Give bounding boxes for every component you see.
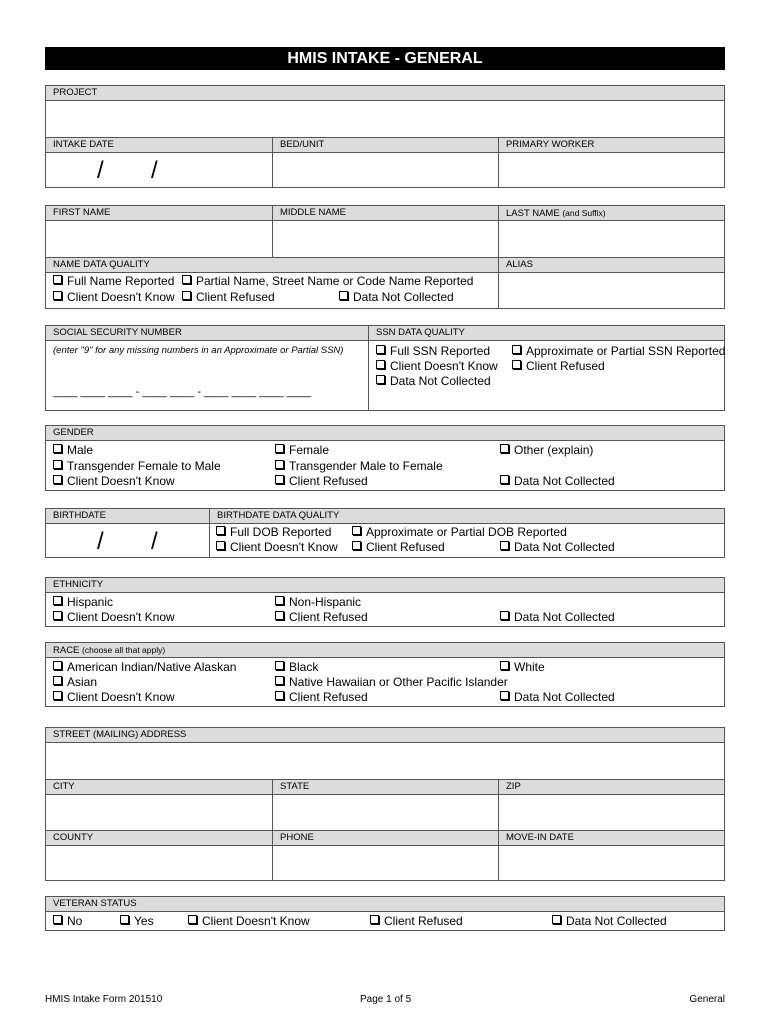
last-name-field[interactable] <box>499 221 724 257</box>
veteran-status-label: VETERAN STATUS <box>46 897 724 912</box>
ethnicity-client-refused[interactable] <box>275 610 368 625</box>
gender-section <box>45 425 725 491</box>
checkbox-icon <box>512 360 521 369</box>
veteran-yes[interactable] <box>120 914 154 929</box>
gender-data-not-collected[interactable] <box>500 474 615 489</box>
gender-female[interactable] <box>275 443 329 458</box>
option-label: Female <box>289 443 330 457</box>
intake-date-field[interactable] <box>46 153 272 188</box>
gender-other[interactable] <box>500 443 593 458</box>
name-dq-partial-name[interactable] <box>182 274 473 289</box>
checkbox-icon <box>188 915 197 924</box>
street-address-label: STREET (MAILING) ADDRESS <box>46 728 724 743</box>
county-field[interactable] <box>46 846 272 880</box>
birthdate-field[interactable] <box>46 524 209 557</box>
checkbox-icon <box>275 676 284 685</box>
option-label: Client Refused <box>196 290 275 304</box>
ethnicity-non-hispanic[interactable] <box>275 595 361 610</box>
ssn-field[interactable]: ____ ____ ____ - ____ ____ - ____ ____ ____ ____ <box>53 386 312 398</box>
option-label: Hispanic <box>67 595 114 609</box>
option-label: Other (explain) <box>514 443 594 457</box>
option-label: Full DOB Reported <box>230 525 332 539</box>
checkbox-icon <box>500 444 509 453</box>
race-client-doesnt-know[interactable] <box>53 690 175 705</box>
birthdate-label: BIRTHDATE <box>46 509 724 524</box>
checkbox-icon <box>53 611 62 620</box>
ssn-note: (enter "9" for any missing numbers in an Approximate or Partial SSN) <box>53 345 344 356</box>
veteran-no[interactable] <box>53 914 82 929</box>
checkbox-icon <box>500 691 509 700</box>
checkbox-icon <box>182 275 191 284</box>
name-dq-client-refused[interactable] <box>182 290 275 305</box>
veteran-client-doesnt-know[interactable] <box>188 914 310 929</box>
race-asian[interactable] <box>53 675 97 690</box>
checkbox-icon <box>53 596 62 605</box>
street-address-field[interactable] <box>46 743 724 779</box>
option-label: Data Not Collected <box>514 610 615 624</box>
phone-field[interactable] <box>273 846 498 880</box>
dob-dq-client-refused[interactable] <box>352 540 445 555</box>
veteran-data-not-collected[interactable] <box>552 914 667 929</box>
option-label: Approximate or Partial DOB Reported <box>366 525 567 539</box>
birthdate-section <box>45 508 725 558</box>
ssn-dq-full-ssn[interactable] <box>376 344 490 359</box>
checkbox-icon <box>500 611 509 620</box>
dob-dq-client-doesnt-know[interactable] <box>216 540 338 555</box>
option-label: Client Doesn't Know <box>67 290 175 304</box>
checkbox-icon <box>275 691 284 700</box>
checkbox-icon <box>275 611 284 620</box>
checkbox-icon <box>339 291 348 300</box>
checkbox-icon <box>53 676 62 685</box>
date-separator: / <box>151 528 158 555</box>
option-label: Client Doesn't Know <box>67 610 175 624</box>
option-label: Client Doesn't Know <box>202 914 310 928</box>
zip-label: ZIP <box>498 780 724 795</box>
name-dq-data-not-collected[interactable] <box>339 290 454 305</box>
checkbox-icon <box>53 691 62 700</box>
checkbox-icon <box>53 291 62 300</box>
ssn-dq-data-not-collected[interactable] <box>376 374 491 389</box>
checkbox-icon <box>53 444 62 453</box>
ssn-label: SOCIAL SECURITY NUMBER <box>46 326 724 341</box>
race-american-indian[interactable] <box>53 660 236 675</box>
checkbox-icon <box>275 460 284 469</box>
option-label: Data Not Collected <box>514 474 615 488</box>
move-in-date-label: MOVE-IN DATE <box>498 831 724 846</box>
option-label: Client Refused <box>289 690 368 704</box>
option-label: Yes <box>134 914 154 928</box>
option-label: Male <box>67 443 94 457</box>
date-separator: / <box>97 528 104 555</box>
option-label: Native Hawaiian or Other Pacific Islander <box>289 675 508 689</box>
checkbox-icon <box>275 596 284 605</box>
race-client-refused[interactable] <box>275 690 368 705</box>
checkbox-icon <box>275 475 284 484</box>
alias-field[interactable] <box>499 273 724 308</box>
first-name-field[interactable] <box>46 221 272 257</box>
option-label: Client Doesn't Know <box>67 474 175 488</box>
option-label: No <box>67 914 83 928</box>
option-label: Approximate or Partial SSN Reported <box>526 344 726 358</box>
checkbox-icon <box>53 661 62 670</box>
checkbox-icon <box>352 541 361 550</box>
checkbox-icon <box>120 915 129 924</box>
date-separator: / <box>151 157 158 184</box>
checkbox-icon <box>53 915 62 924</box>
middle-name-field[interactable] <box>273 221 498 257</box>
ethnicity-hispanic[interactable] <box>53 595 113 610</box>
checkbox-icon <box>370 915 379 924</box>
primary-worker-label: PRIMARY WORKER <box>498 138 724 153</box>
race-section <box>45 642 725 707</box>
checkbox-icon <box>376 375 385 384</box>
ssn-dq-client-doesnt-know[interactable] <box>376 359 498 374</box>
option-label: Transgender Male to Female <box>289 459 443 473</box>
gender-client-doesnt-know[interactable] <box>53 474 175 489</box>
race-data-not-collected[interactable] <box>500 690 615 705</box>
project-field[interactable] <box>46 101 724 138</box>
first-name-label: FIRST NAME <box>46 206 724 221</box>
checkbox-icon <box>53 460 62 469</box>
footer-form-id: HMIS Intake Form 201510 <box>45 994 163 1005</box>
gender-trans-f-to-m[interactable] <box>53 459 221 474</box>
county-label: COUNTY <box>46 831 724 846</box>
race-label <box>46 643 724 658</box>
checkbox-icon <box>500 475 509 484</box>
option-label: Client Refused <box>289 610 368 624</box>
ethnicity-label: ETHNICITY <box>46 578 724 593</box>
option-label: Client Refused <box>289 474 368 488</box>
option-label: Transgender Female to Male <box>67 459 221 473</box>
ssn-dq-approximate[interactable] <box>512 344 725 359</box>
birthdate-data-quality-label: BIRTHDATE DATA QUALITY <box>209 509 724 524</box>
ssn-section <box>45 325 725 411</box>
checkbox-icon <box>216 526 225 535</box>
page-title: HMIS INTAKE - GENERAL <box>45 47 725 70</box>
ethnicity-client-doesnt-know[interactable] <box>53 610 175 625</box>
city-field[interactable] <box>46 795 272 830</box>
option-label: Data Not Collected <box>514 540 615 554</box>
option-label: Full Name Reported <box>67 274 175 288</box>
checkbox-icon <box>53 475 62 484</box>
gender-client-refused[interactable] <box>275 474 368 489</box>
race-label-text: RACE <box>53 645 80 656</box>
option-label: Client Refused <box>366 540 445 554</box>
state-field[interactable] <box>273 795 498 830</box>
checkbox-icon <box>275 661 284 670</box>
dob-dq-data-not-collected[interactable] <box>500 540 615 555</box>
option-label: Data Not Collected <box>514 690 615 704</box>
veteran-client-refused[interactable] <box>370 914 463 929</box>
divider <box>209 509 210 557</box>
name-section <box>45 205 725 309</box>
dob-dq-full[interactable] <box>216 525 331 540</box>
option-label: Client Refused <box>384 914 463 928</box>
zip-field[interactable] <box>499 795 724 830</box>
middle-name-label: MIDDLE NAME <box>272 206 724 221</box>
alias-label: ALIAS <box>498 258 724 273</box>
last-name-label <box>498 206 724 221</box>
name-dq-client-doesnt-know[interactable] <box>53 290 175 305</box>
checkbox-icon <box>512 345 521 354</box>
veteran-section <box>45 896 725 931</box>
last-name-label-text: LAST NAME <box>506 208 560 219</box>
ethnicity-data-not-collected[interactable] <box>500 610 615 625</box>
ethnicity-section <box>45 577 725 627</box>
option-label: Data Not Collected <box>566 914 667 928</box>
option-label: Client Doesn't Know <box>230 540 338 554</box>
checkbox-icon <box>500 541 509 550</box>
bed-unit-label: BED/UNIT <box>272 138 724 153</box>
checkbox-icon <box>376 345 385 354</box>
city-label: CITY <box>46 780 724 795</box>
checkbox-icon <box>216 541 225 550</box>
date-separator: / <box>97 157 104 184</box>
race-white[interactable] <box>500 660 545 675</box>
bed-unit-field[interactable] <box>273 153 498 188</box>
ssn-data-quality-label: SSN DATA QUALITY <box>368 326 724 341</box>
project-intake-section <box>45 85 725 188</box>
checkbox-icon <box>275 444 284 453</box>
footer-section: General <box>689 994 725 1005</box>
name-dq-full-name[interactable] <box>53 274 174 289</box>
option-label: Asian <box>67 675 98 689</box>
option-label: Non-Hispanic <box>289 595 362 609</box>
checkbox-icon <box>53 275 62 284</box>
option-label: White <box>514 660 545 674</box>
footer-page-number: Page 1 of 5 <box>360 994 412 1005</box>
checkbox-icon <box>352 526 361 535</box>
option-label: Data Not Collected <box>353 290 454 304</box>
checkbox-icon <box>552 915 561 924</box>
checkbox-icon <box>376 360 385 369</box>
intake-date-label: INTAKE DATE <box>46 138 724 153</box>
option-label: Black <box>289 660 319 674</box>
last-name-suffix: (and Suffix) <box>562 208 606 218</box>
ssn-dq-client-refused[interactable] <box>512 359 605 374</box>
divider <box>368 326 369 410</box>
state-label: STATE <box>272 780 724 795</box>
gender-male[interactable] <box>53 443 93 458</box>
option-label: American Indian/Native Alaskan <box>67 660 237 674</box>
gender-trans-m-to-f[interactable] <box>275 459 443 474</box>
option-label: Data Not Collected <box>390 374 491 388</box>
option-label: Client Doesn't Know <box>67 690 175 704</box>
project-label: PROJECT <box>46 86 724 101</box>
move-in-date-field[interactable] <box>499 846 724 880</box>
checkbox-icon <box>500 661 509 670</box>
race-note: (choose all that apply) <box>82 645 166 655</box>
gender-label: GENDER <box>46 426 724 441</box>
primary-worker-field[interactable] <box>499 153 724 188</box>
race-native-hawaiian[interactable] <box>275 675 508 690</box>
option-label: Full SSN Reported <box>390 344 491 358</box>
race-black[interactable] <box>275 660 318 675</box>
address-section <box>45 727 725 881</box>
option-label: Client Refused <box>526 359 605 373</box>
dob-dq-approximate[interactable] <box>352 525 567 540</box>
name-data-quality-label: NAME DATA QUALITY <box>46 258 724 273</box>
option-label: Client Doesn't Know <box>390 359 498 373</box>
option-label: Partial Name, Street Name or Code Name Reported <box>196 274 474 288</box>
phone-label: PHONE <box>272 831 724 846</box>
checkbox-icon <box>182 291 191 300</box>
